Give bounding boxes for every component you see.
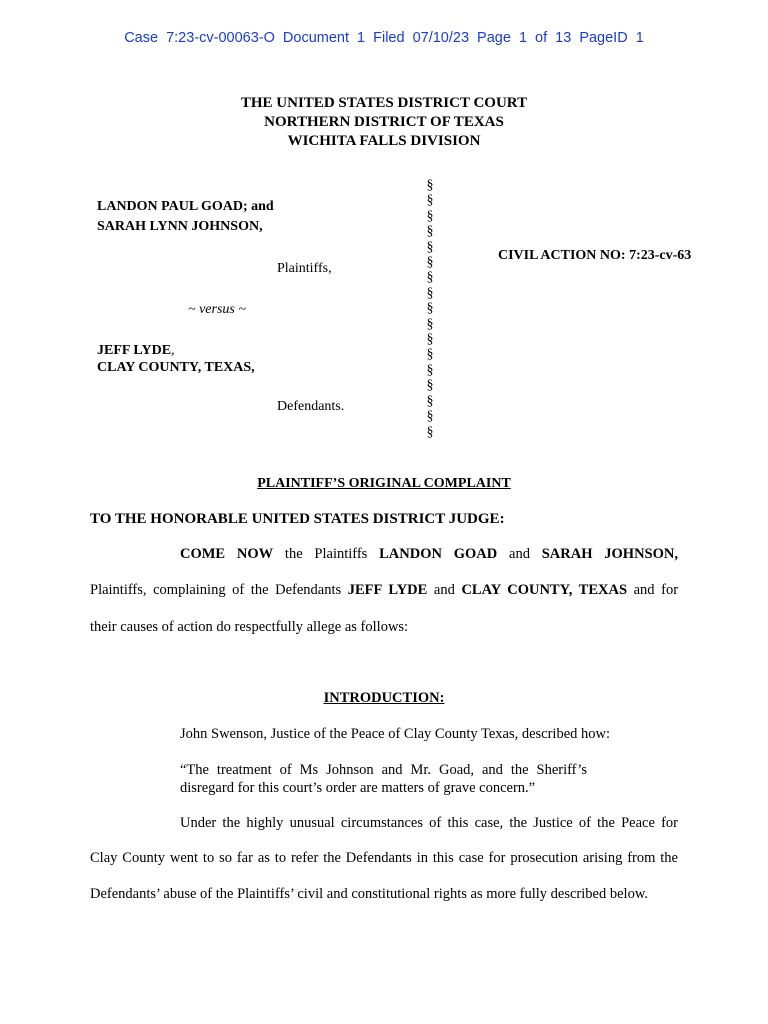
intro-paragraph-1: John Swenson, Justice of the Peace of Clay County Texas, described how:	[180, 726, 611, 742]
section-symbol: §	[426, 193, 434, 209]
section-symbol: §	[426, 224, 434, 240]
section-symbol: §	[426, 378, 434, 394]
and-text-2: and	[427, 582, 462, 598]
section-symbol: §	[426, 285, 434, 301]
defendants-label: Defendants.	[277, 399, 345, 414]
section-symbol: §	[426, 316, 434, 332]
clay-county: CLAY COUNTY, TEXAS	[461, 582, 628, 598]
section-symbol: §	[426, 208, 434, 224]
sarah-johnson: SARAH JOHNSON,	[541, 546, 678, 562]
section-symbol: §	[426, 270, 434, 286]
versus-label: ~ versus ~	[188, 302, 246, 317]
opening-line-1	[180, 546, 678, 563]
opening-line-2	[90, 582, 678, 599]
opening-line-2-a: Plaintiffs, complaining of the Defendants	[90, 582, 348, 598]
introduction-heading: INTRODUCTION:	[323, 690, 445, 706]
section-symbol: §	[426, 239, 434, 255]
jeff-lyde: JEFF LYDE	[347, 582, 428, 598]
opening-line-2-b: and for	[627, 582, 679, 598]
section-symbol: §	[426, 332, 434, 348]
quote-line-2: disregard for this court’s order are matters of grave concern.”	[180, 780, 536, 796]
intro-paragraph-2-line-1: Under the highly unusual circumstances of this case, the Justice of the Peace for	[180, 815, 678, 831]
defendant-name-1	[97, 343, 175, 359]
section-symbol: §	[426, 424, 434, 440]
the-plaintiffs-text: the Plaintiffs	[273, 546, 380, 562]
plaintiff-name-1: LANDON PAUL GOAD; and	[97, 199, 274, 214]
and-text-1: and	[497, 546, 542, 562]
filing-header-stamp: Case 7:23-cv-00063-O Document 1 Filed 07/10/23 Page 1 of 13 PageID 1	[124, 30, 644, 46]
intro-paragraph-2-line-3: Defendants’ abuse of the Plaintiffs’ civil and constitutional rights as more fully described below.	[90, 886, 648, 902]
section-symbol: §	[426, 255, 434, 271]
quote-line-1: “The treatment of Ms Johnson and Mr. Goad, and the Sheriff’s	[180, 762, 587, 778]
complaint-title: PLAINTIFF’S ORIGINAL COMPLAINT	[257, 476, 511, 491]
come-now: COME NOW	[180, 546, 274, 562]
landon-goad: LANDON GOAD	[379, 546, 498, 562]
section-symbol: §	[426, 362, 434, 378]
opening-line-3: their causes of action do respectfully allege as follows:	[90, 619, 409, 635]
section-symbol: §	[426, 347, 434, 363]
section-symbol-column	[422, 178, 438, 440]
division-name: WICHITA FALLS DIVISION	[287, 133, 481, 149]
section-symbol: §	[426, 301, 434, 317]
defendant-name-2: CLAY COUNTY, TEXAS,	[97, 360, 255, 375]
plaintiffs-label: Plaintiffs,	[277, 261, 332, 276]
defendant-1-name: JEFF LYDE	[97, 343, 172, 358]
court-heading	[0, 94, 768, 151]
district-name: NORTHERN DISTRICT OF TEXAS	[264, 114, 504, 130]
section-symbol: §	[426, 393, 434, 409]
court-name: THE UNITED STATES DISTRICT COURT	[240, 95, 528, 111]
plaintiff-name-2: SARAH LYNN JOHNSON,	[97, 219, 263, 234]
section-symbol: §	[426, 178, 434, 193]
intro-paragraph-2-line-2: Clay County went to so far as to refer the Defendants in this case for prosecution arising from the	[90, 850, 678, 866]
salutation: TO THE HONORABLE UNITED STATES DISTRICT JUDGE:	[90, 511, 505, 527]
section-symbol: §	[426, 409, 434, 425]
civil-action-number: CIVIL ACTION NO: 7:23-cv-63	[498, 248, 692, 263]
defendant-1-comma: ,	[171, 343, 175, 358]
